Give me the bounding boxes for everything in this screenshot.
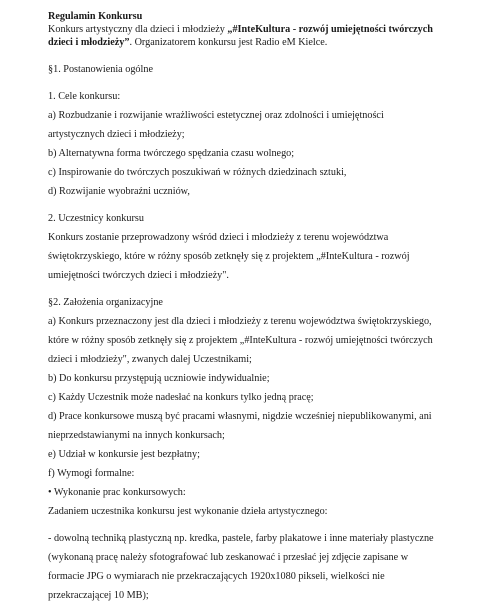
- paragraph-line: f) Wymogi formalne:: [48, 468, 135, 479]
- paragraph-line: c) Każdy Uczestnik może nadesłać na konkurs tylko jedną pracę;: [48, 392, 314, 403]
- paragraph-line: formacie JPG o wymiarach nie przekraczających 1920x1080 pikseli, wielkości nie: [48, 571, 385, 582]
- paragraph-line: d) Rozwijanie wyobraźni uczniów,: [48, 186, 190, 197]
- paragraph-line: umiejętności twórczych dzieci i młodzieży".: [48, 270, 229, 281]
- paragraph-line: Konkurs zostanie przeprowadzony wśród dzieci i młodzieży z terenu województwa: [48, 232, 389, 243]
- paragraph-line: (wykonaną pracę należy sfotografować lub zeskanować i przesłać jej zdjęcie zapisane w: [48, 552, 409, 563]
- paragraph-line: d) Prace konkursowe muszą być pracami własnymi, nigdzie wcześniej niepublikowanymi, ani: [48, 411, 432, 422]
- paragraph-line: e) Udział w konkursie jest bezpłatny;: [48, 449, 200, 460]
- paragraph-line: b) Alternatywna forma twórczego spędzania czasu wolnego;: [48, 148, 295, 159]
- section-1-sub1-heading: 1. Cele konkursu:: [48, 91, 121, 102]
- section-1-sub2-heading: 2. Uczestnicy konkursu: [48, 213, 144, 224]
- paragraph-line: świętokrzyskiego, które w różny sposób zetknęły się z projektem „#InteKultura - rozwój: [48, 251, 410, 262]
- document-title: Regulamin Konkursu: [48, 11, 143, 22]
- intro-line-1: Konkurs artystyczny dla dzieci i młodzieży „#InteKultura - rozwój umiejętności twórczych: [48, 24, 433, 35]
- paragraph-line: Zadaniem uczestnika konkursu jest wykonanie dzieła artystycznego:: [48, 506, 328, 517]
- paragraph-line: b) Do konkursu przystępują uczniowie indywidualnie;: [48, 373, 270, 384]
- paragraph-line: artystycznych dzieci i młodzieży;: [48, 129, 185, 140]
- paragraph-line: a) Konkurs przeznaczony jest dla dzieci i młodzieży z terenu województwa świętokrzyskiego,: [48, 316, 432, 327]
- paragraph-line: c) Inspirowanie do twórczych poszukiwań w różnych dziedzinach sztuki,: [48, 167, 347, 178]
- intro-line-2: dzieci i młodzieży”. Organizatorem konkursu jest Radio eM Kielce.: [48, 37, 328, 48]
- paragraph-line: przekraczającej 10 MB);: [48, 590, 149, 601]
- paragraph-line: nieprzedstawianymi na innych konkursach;: [48, 430, 225, 441]
- paragraph-line: które w różny sposób zetknęły się z projektem „#InteKultura - rozwój umiejętności twórczych: [48, 335, 433, 346]
- paragraph-line: dzieci i młodzieży", zwanych dalej Uczestnikami;: [48, 354, 252, 365]
- document-page: [48, 10, 468, 602]
- section-1-heading: §1. Postanowienia ogólne: [48, 64, 153, 75]
- paragraph-line: - dowolną techniką plastyczną np. kredka, pastele, farby plakatowe i inne materiały plastyczne: [48, 533, 434, 544]
- section-2-heading: §2. Założenia organizacyjne: [48, 297, 163, 308]
- paragraph-line: a) Rozbudzanie i rozwijanie wrażliwości estetycznej oraz zdolności i umiejętności: [48, 110, 384, 121]
- bullet-line: • Wykonanie prac konkursowych:: [48, 487, 186, 498]
